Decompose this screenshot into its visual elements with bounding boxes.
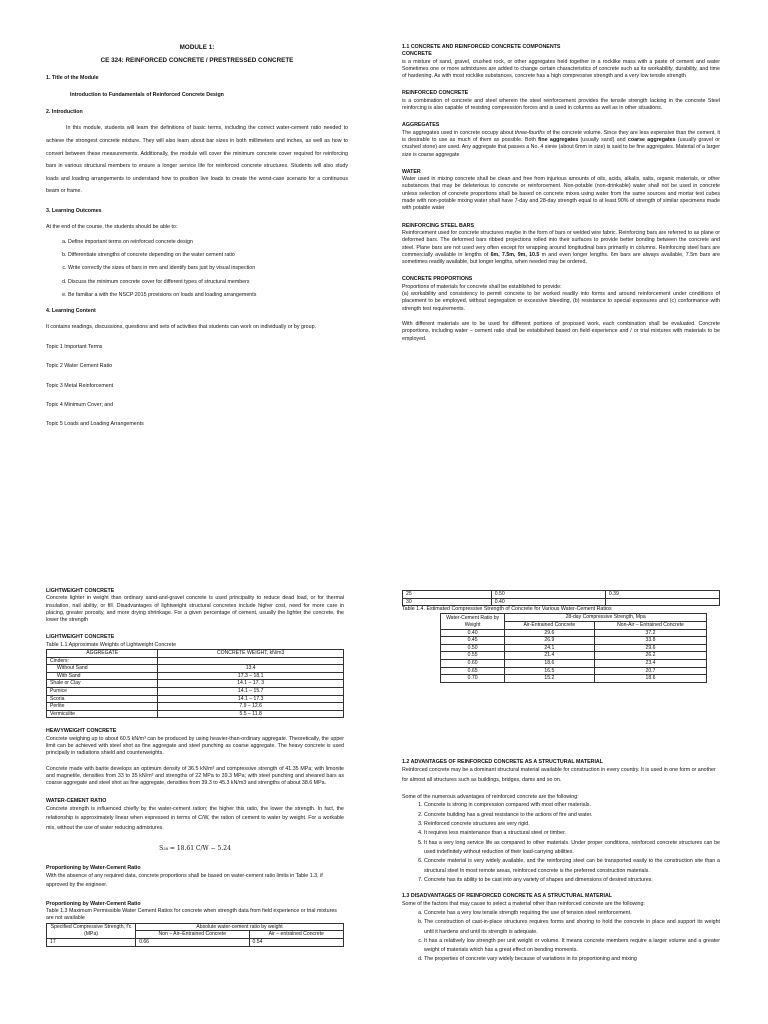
table-1-3 [46,923,344,947]
proportions-text-2: (a) workability and consistency to permit concrete to be worked readily into forms and around reinforcement under conditions of placement to be employed, without segregation or excessive bleeding, (b) resistance to special exposures and (c) conformance with strength test requirements. [402,291,720,312]
water-heading: WATER [402,168,421,175]
table-header: Water-Cement Ratio by Weight [441,614,505,629]
heavyweight-heading: HEAVYWEIGHT CONCRETE [46,728,117,735]
proportions-text-3: With different materials are to be used for different portions of proposed work, each combination shall be evaluated. Concrete proportions, including water – cement ratio shall be established based on field experience and / or trial mixtures with materials to be employed. [402,320,720,342]
table-row: 0.60 18.6 23.4 [441,660,707,668]
proportioning-text: With the absence of any required data, concrete proportions shall be based on water-cement ratio limits in Table 1.3, if approved by the engineer. [46,872,323,889]
list-item: b. The construction of cast-in-place structures requires forms and shoring to hold the concrete in place and support its weight until it hardens and until its strength is adequate. [424,918,720,937]
list-item: 6. Concrete material is very widely available, and the reinforcing steel can be transported easily to the construction site than a structural steel In most remote areas, reinforced concrete is the preferred construction materials. [424,857,720,876]
list-item: 7. Concrete has its ability to be cast into any variety of shapes and dimensions of desired structures. [424,876,720,885]
proportions-text-1: Proportions of materials for concrete shall be established to provide: [402,283,562,290]
advantages-list [402,801,720,885]
table-row: With Sand 17.3 – 18.1 [47,672,344,680]
concrete-heading: CONCRETE [402,51,432,58]
wc-ratio-text: Concrete strength is influenced chiefly by the water-cement ration; the higher this ratio, the lower the strength. In fact, the relationship is approximately linear when expressed in terms of C/W, the ration of cement to water by weight. For a workable mix, without the use of water reducing admixtures. [46,805,344,831]
rc-text: is a combination of concrete and steel wherein the steel reinforcement provides the tensile strength lacking in the concrete Steel reinforcing is also capable of resisting compression forces and is used in columns as well as in other situations. [402,97,720,112]
table-row: 0.40 29.6 37.2 [441,629,707,637]
list-item: c. Write correctly the sizes of bars in mm and identify bars just by visual inspection [68,265,256,272]
table-row: 0.65 16.5 20.7 [441,667,707,675]
section-outcomes-heading: 3. Learning Outcomes [46,208,102,215]
table-row: 0.70 15.2 18.6 [441,675,707,683]
introduction-text: In this module, students will learn the definitions of basic terms, including the correct water-cement ratio needed to achieve the strongest concrete mixture. They will also learn about bar sizes in both millimeters and inches, as well as how to convert between these measurements. Additionally, the module will cover the minimum concrete cover required for reinforcing bars in various structural members to ensure a longer service life for reinforced concrete structures. Students will also study loads and loading arrangements to understand how to position live loads to create the worst-case scenario for a continuous beam or frame. [46,125,348,195]
lightweight-heading: LIGHTWEIGHT CONCRETE [46,588,115,594]
heavyweight-text-1: Concrete weighing up to about 60.5 kN/m³ can be produced by using heavier-than-ordinary aggregate. Theoretically, the upper limit can be achieved with steel shot as fine aggregate and steel punching as coarse aggregate. The heavy concrete is used principally in radiations shield and counterweights. [46,735,344,757]
section-introduction-heading: 2. Introduction [46,109,83,116]
list-item: Topic 5 Loads and Loading Arrangements [46,421,144,428]
course-title: CE 324: REINFORCED CONCRETE / PRESTRESSED CONCRETE [100,57,294,65]
lightweight-text: Concrete lighter in weight than ordinary sand-and-gravel concrete is used principality to reduce dead load, or for thermal insulation, nail ability, or fill. Disadvantages of lightweight structural concretes include higher cost, need for more care in placing, greater porosity, and more drying shrinkage. For a given percentage of cement, usually the lighter the concrete, the lower the strength [46,595,344,624]
content-text: It contains readings, discussions, questions and sets of activities that students can work on individually or by group. [46,324,316,331]
table-header: AGGREGATE [47,650,158,658]
table-row: 0.55 21.4 26.2 [441,652,707,660]
disadvantages-text: Some of the factors that may cause to select a material other than reinforced concrete are the following: [402,901,645,908]
list-item: 5. It has a very long service life as compared to other materials. Under proper conditions, reinforced concrete structures can be used indefinitely without reduction of their load-carrying abilities. [424,839,720,858]
advantages-text: Reinforced concrete may be a dominant structural material available for construction in every country. It is used in one form or another for almost all structures such as buildings, bridges, dams and so on. [402,767,716,783]
disadvantages-list [402,909,720,965]
table-1-3-continued [402,590,720,606]
aggregates-text: The aggregates used in concrete occupy about three-fourths of the concrete volume. Since they are less expensive than the cement, it is desirable to use as much of them as possible. Both fine aggregates (usually sand) and coarse aggregates (usually gravel or crushed stone) are used. Any aggregate that passes a No. 4 sieve (about 6mm in size) is said to be fine aggregates. Material of a larger size is coarse aggregate [402,129,720,158]
lightweight-heading-2: LIGHTWEIGHT CONCRETE [46,634,115,641]
table-row: 17 0.66 0.54 [47,938,344,946]
list-item: Topic 1 Important Terms [46,344,103,351]
table-row: 30 0.40 [403,598,720,606]
heavyweight-text-2: Concrete made with barite develops an optimum density of 36.5 kN/m³ and compressive strength of 41.35 MPa; with limonite and magnetite, densities from 33 to 35 kN/m³ and strengths of 22 MPa to 39.3 MPa; with steel punching and sheared bars as coarse aggregate and steel shot as fine aggregate, densities from 39.3 to 45.3 kN/m3 and strengths of about 38.6 MPa. [46,765,344,787]
concrete-text: is a mixture of sand, gravel, crushed rock, or other aggregates held together in a rocklike mass with a paste of cement and water Sometimes one or more admixtures are added to change certain characteristics of concrete such as its workability, durability, and time of hardening. As with most rocklike substances, concrete has a high compressive strength and a very low tensile strength [402,58,720,80]
list-item: 1. Concrete is strong in compression compared with most other materials. [424,801,720,810]
table-1-1 [46,649,344,718]
wc-ratio-heading: WATER-CEMENT RATIO [46,797,107,804]
table-1-1-caption: Table 1.1 Approximate Weights of Lightweight Concrete [46,641,177,648]
table-row: Perlite 7.9 – 12.6 [47,703,344,711]
bars-text: Reinforcement used for concrete structures maybe in the form of bars or welded wire fabric. Reinforcing bars are referred to as plane or deformed bars. The deformed bars ribbed projections rolled into their surfaces to provide better bonding between the concrete and steel. Plane bars are not used very often except for wrapping around longitudinal bars primarily in columns. Reinforcing steel bars are commercially available in lengths of 6m, 7.5m, 9m, 10.5 m and even longer lengths. 6m bars are always available, 7.5m bars are sometimes readily available, but longer lengths, when needed may be ordered. [402,229,720,266]
outcomes-intro: At the end of the course, the students should be able to: [46,224,178,231]
topic-list [46,344,348,428]
table-1-4-caption: Table 1.4. Estimated Compressive Strength of Concrete for Various Water-Cement Ratios [402,606,612,613]
table-header: Air-Entrained Concrete [505,622,595,630]
proportioning-heading-2: Proportioning by Water-Cement Ratio [46,900,141,907]
table-header: Non-Air – Entrained Concrete [594,622,707,630]
list-item: a. Define important terms on reinforced concrete design [68,238,193,245]
table-header: Specified Compressive Strength, f'c (MPa) [47,923,136,938]
table-row: Vermiculite 5.5 – 11.8 [47,710,344,718]
list-item: a. Concrete has a very low tensile strength requiring the use of tension steel reinforcement. [424,909,720,918]
table-1-4 [440,613,707,682]
strength-equation: S₂₈ = 18.61 C/W − 5.24 [159,845,231,853]
list-item: d. The properties of concrete vary widely because of variations in its proportioning and mixing [424,955,720,964]
table-row: 0.50 24.1 29.6 [441,644,707,652]
list-item: 2. Concrete building has a great resistance to the actions of fire and water. [424,811,720,820]
page-lightweight [0,512,384,1024]
table-header: Absolute water-cement ratio by weight [136,923,344,931]
page-advantages [384,512,768,1024]
advantages-heading: 1.2 ADVANTAGES OF REINFORCED CONCRETE AS A STRUCTURAL MATERIAL [402,758,603,765]
proportions-heading: CONCRETE PROPORTIONS [402,276,473,283]
list-item: e. Be familiar a with the NSCP 2015 provisions on loads and loading arrangements [68,291,257,298]
proportioning-heading: Proportioning by Water-Cement Ratio [46,864,141,871]
table-header: 28-day Compressive Strength, Mpa [505,614,707,622]
list-item: c. It has a relatively low strength per unit weight or volume. It means concrete members require a larger volume and a greater weight of materials which has a great effect on bending moments. [424,937,720,956]
table-row: 25 0.50 0.39 [403,591,720,599]
aggregates-heading: AGGREGATES [402,122,440,129]
table-row: 0.45 26.9 33.8 [441,637,707,645]
table-row: Without Sand 13.4 [47,665,344,673]
section-title-heading: 1. Title of the Module [46,74,99,81]
list-item: Topic 2 Water Cement Ratio [46,363,113,370]
list-item: Topic 4 Minimum Cover; and [46,401,114,408]
table-1-3-caption: Table 1.3 Maximum Permissible Water Cement Ratios for concrete when strength data from field experience or trial mixtures are not available [46,908,337,922]
water-text: Water used in mixing concrete shall be clean and free from injurious amounts of oils, acids, alkalis, salts, organic materials, or other substances that may be deleterious to concrete or reinforcement. Non-potable (non-drinkable) water shall not be used in concrete unless selection of concrete proportions shall be based on concrete mixes using water from the same sources and mortar test cubes made with non-potable mixing water shall have 7-day and 28-day strength equal to at least 90% of strength of similar specimens made with potable water [402,176,720,212]
page-module-intro [0,0,384,512]
list-item: b. Differentiate strengths of concrete depending on the water cement ratio [68,251,235,258]
rc-heading: REINFORCED CONCRETE [402,90,469,97]
module-title-text: Introduction to Fundamentals of Reinforced Concrete Design [70,91,224,98]
table-header: Non – Air–Entrained Concrete [136,931,249,939]
disadvantages-heading: 1.3 DISADVANTAGES OF REINFORCED CONCRETE AS A STRUCTURAL MATERIAL [402,893,613,900]
outcomes-list [46,236,348,302]
module-heading: MODULE 1: [179,44,215,51]
page-components [384,0,768,512]
list-item: Topic 3 Metal Reinforcement [46,382,114,389]
list-item: 4. It requires less maintenance than a structural steel or timber. [424,829,720,838]
list-item: 3. Reinforced concrete structures are very rigid. [424,820,720,829]
list-item: d. Discuss the minimum concrete cover for different types of structural members [68,278,250,285]
section-content-heading: 4. Learning Content [46,308,96,315]
table-row: Shale or Clay 14.1 – 17. 3 [47,680,344,688]
table-row: Cinders: [47,657,344,665]
table-header: Air – entrained Concrete [249,931,344,939]
table-row: Scoria 14.1 – 17.3 [47,695,344,703]
bars-heading: REINFORCING STEEL BARS [402,222,475,229]
advantages-intro: Some of the numerous advantages of reinforced concrete are the following: [402,794,579,801]
components-heading: 1.1 CONCRETE AND REINFORCED CONCRETE COMPONENTS [402,44,561,50]
table-header: CONCRETE WEIGHT, kN/m3 [158,650,344,658]
table-row: Pumice 14.1 – 15.7 [47,688,344,696]
